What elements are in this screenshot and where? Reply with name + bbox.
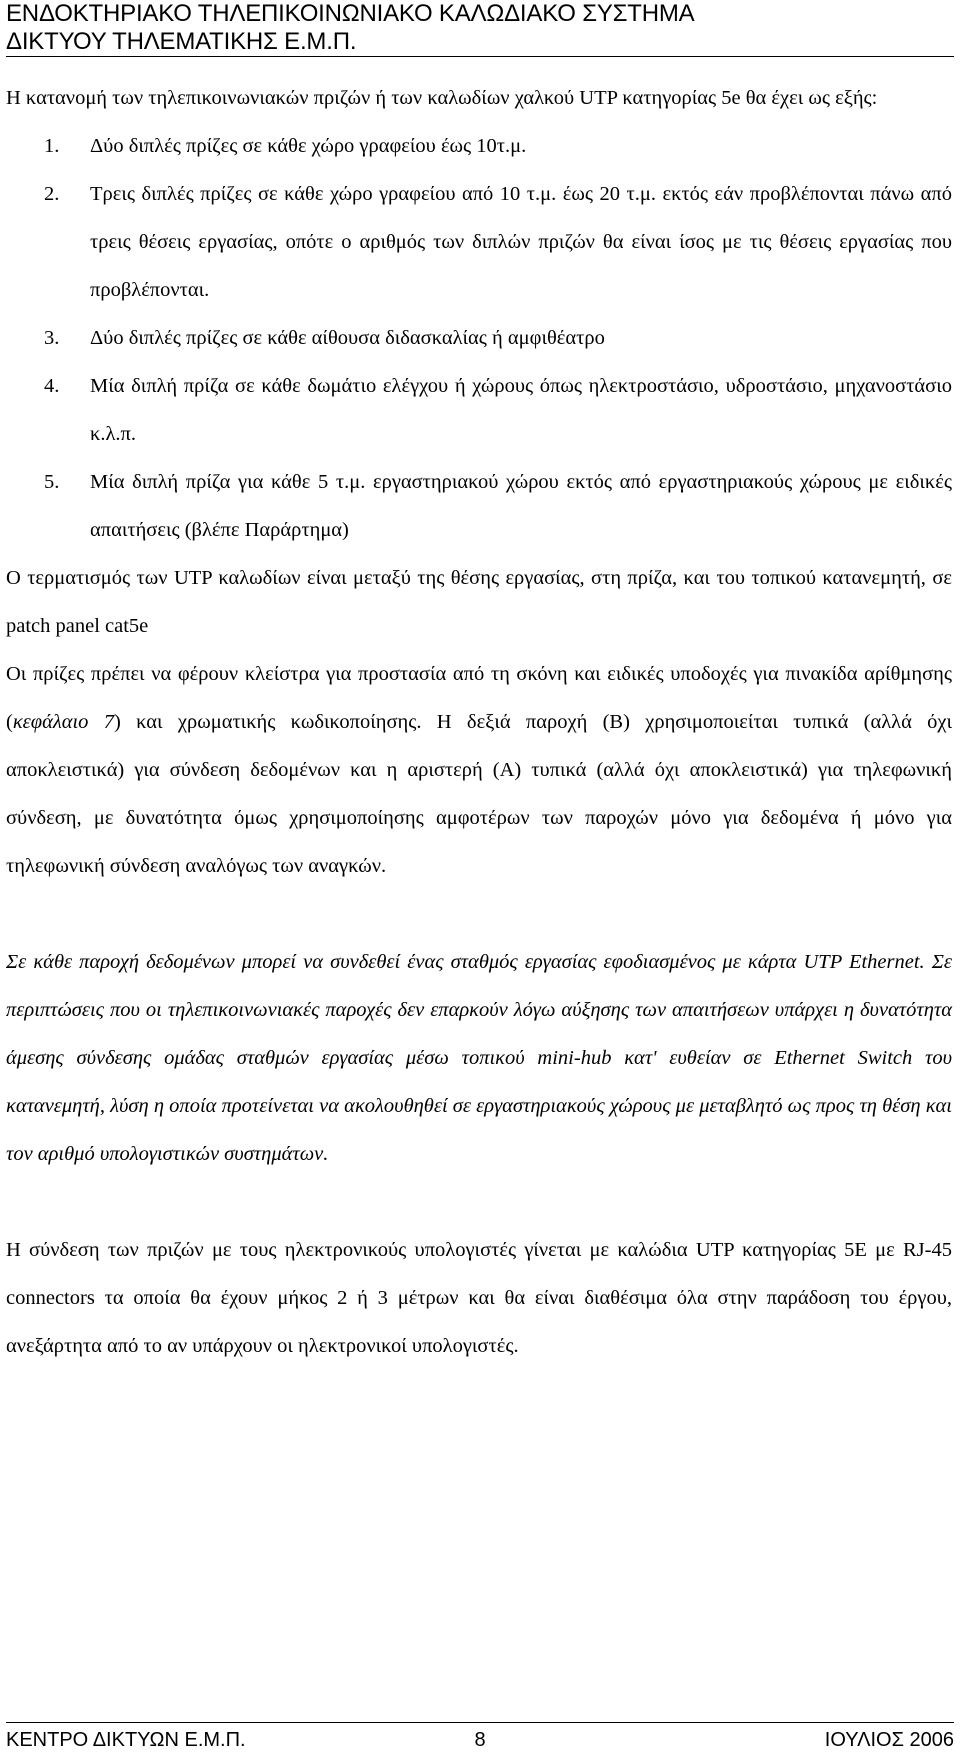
connection-paragraph: Η σύνδεση των πριζών με τους ηλεκτρονικούς υπολογιστές γίνεται με καλώδια UTP κατηγορίας 5Ε με RJ-45 connectors τα οποία θα έχουν μήκος 2 ή 3 μέτρων και θα είναι διαθέσιμα όλα στην παράδοση του έργου, ανεξάρτητα από το αν υπάρχουν οι ηλεκτρονικοί υπολογιστές. (6, 1239, 952, 1357)
list-item-text: Μία διπλή πρίζα για κάθε 5 τ.μ. εργαστηριακού χώρου εκτός από εργαστηριακούς χώρους με ειδικές απαιτήσεις (βλέπε Παράρτημα) (90, 471, 952, 541)
list-item (6, 458, 952, 554)
page-header (6, 0, 954, 57)
paragraph-spacer (6, 1178, 952, 1226)
page-number: 8 (474, 1729, 486, 1751)
sockets-paragraph (6, 650, 952, 890)
list-item-number: 4. (44, 375, 60, 397)
list-item-number: 5. (44, 471, 60, 493)
list-item-number: 1. (44, 135, 60, 157)
data-outlet-paragraph: Σε κάθε παροχή δεδομένων μπορεί να συνδεθεί ένας σταθμός εργασίας εφοδιασμένος με κάρτα UTP Ethernet. Σε περιπτώσεις που οι τηλεπικοινωνιακές παροχές δεν επαρκούν λόγω αύξησης των απαιτήσεων υπάρχει η δυνατότητα άμεσης σύνδεσης ομάδας σταθμών εργασίας μέσω τοπικού mini-hub κατ' ευθείαν σε Ethernet Switch του κατανεμητή, λύση η οποία προτείνεται να ακολουθηθεί σε εργαστηριακούς χώρους με μεταβλητό ως προς τη θέση και τον αριθμό υπολογιστικών συστημάτων. (6, 951, 952, 1165)
list-item (6, 170, 952, 314)
footer-date: ΙΟΥΛΙΟΣ 2006 (824, 1729, 954, 1751)
list-item-number: 3. (44, 327, 60, 349)
document-body (6, 74, 952, 1370)
header-title-line2: ΔΙΚΤΥΟΥ ΤΗΛΕΜΑΤΙΚΗΣ Ε.Μ.Π. (6, 28, 357, 55)
footer-organization: ΚΕΝΤΡΟ ΔΙΚΤΥΩΝ Ε.Μ.Π. (6, 1729, 246, 1751)
list-item (6, 362, 952, 458)
termination-paragraph: Ο τερματισμός των UTP καλωδίων είναι μεταξύ της θέσης εργασίας, στη πρίζα, και του τοπικού κατανεμητή, σε patch panel cat5e (6, 567, 952, 637)
header-title-line1: ΕΝΔΟΚΤΗΡΙΑΚΟ ΤΗΛΕΠΙΚΟΙΝΩΝΙΑΚΟ ΚΑΛΩΔΙΑΚΟ ΣΥΣΤΗΜΑ (6, 0, 695, 27)
sockets-text-start: Οι πρίζες πρέπει να φέρουν κλείστρα για προστασία από τη σκόνη και ειδικές υποδοχές για πινακίδα αρίθμησης ( (6, 663, 952, 733)
list-item (6, 314, 952, 362)
list-item-text: Δύο διπλές πρίζες σε κάθε χώρο γραφείου έως 10τ.μ. (90, 135, 527, 157)
page-footer (6, 1722, 954, 1753)
intro-paragraph: Η κατανομή των τηλεπικοινωνιακών πριζών ή των καλωδίων χαλκού UTP κατηγορίας 5e θα έχει ως εξής: (6, 87, 878, 109)
list-item (6, 122, 952, 170)
chapter-reference: κεφάλαιο 7 (12, 711, 115, 733)
list-item-text: Τρεις διπλές πρίζες σε κάθε χώρο γραφείου από 10 τ.μ. έως 20 τ.μ. εκτός εάν προβλέπονται πάνω από τρεις θέσεις εργασίας, οπότε ο αριθμός των διπλών πριζών θα είναι ίσος με τις θέσεις εργασίας που προβλέπονται. (90, 183, 952, 301)
socket-allocation-list (6, 122, 952, 554)
paragraph-spacer (6, 890, 952, 938)
sockets-text-end: ) και χρωματικής κωδικοποίησης. Η δεξιά παροχή (Β) χρησιμοποιείται τυπικά (αλλά όχι αποκλειστικά) για σύνδεση δεδομένων και η αριστερή (Α) τυπικά (αλλά όχι αποκλειστικά) για τηλεφωνική σύνδεση, με δυνατότητα όμως χρησιμοποίησης αμφοτέρων των παροχών μόνο για δεδομένα ή μόνο για τηλεφωνική σύνδεση αναλόγως των αναγκών. (6, 711, 952, 877)
list-item-text: Δύο διπλές πρίζες σε κάθε αίθουσα διδασκαλίας ή αμφιθέατρο (90, 327, 605, 349)
list-item-number: 2. (44, 183, 60, 205)
list-item-text: Μία διπλή πρίζα σε κάθε δωμάτιο ελέγχου ή χώρους όπως ηλεκτροστάσιο, υδροστάσιο, μηχανοστάσιο κ.λ.π. (90, 375, 952, 445)
